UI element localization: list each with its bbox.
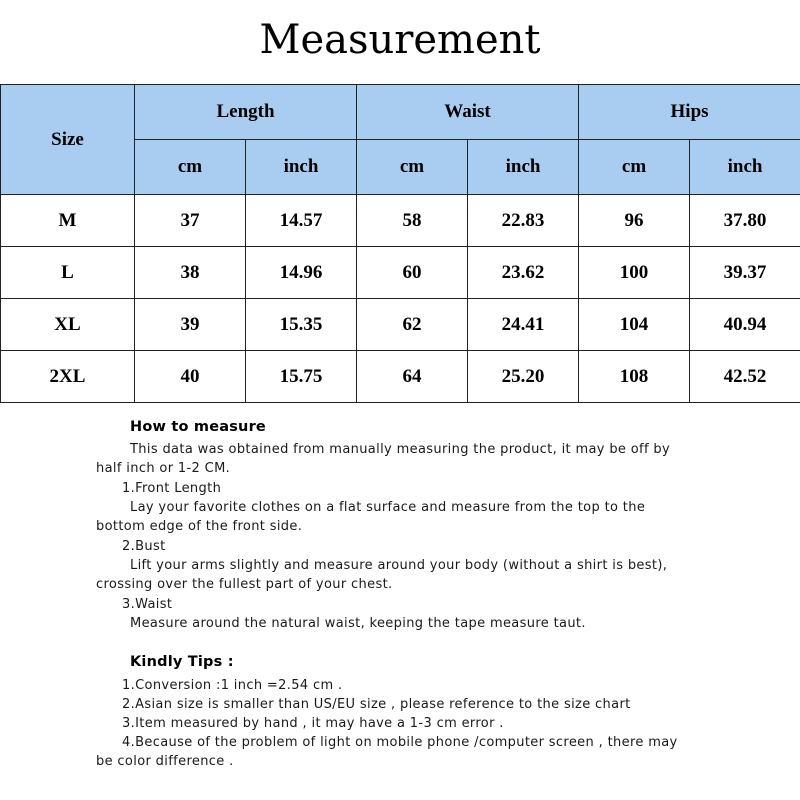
bust-text: crossing over the fullest part of your chest. xyxy=(96,577,393,592)
length-cm-header: cm xyxy=(135,140,246,195)
tip-item: be color difference . xyxy=(96,754,234,769)
waist-inch-header: inch xyxy=(468,140,579,195)
hips-inch-cell: 39.37 xyxy=(690,247,800,299)
size-header: Size xyxy=(1,85,135,195)
length-cm-cell: 39 xyxy=(135,299,246,351)
length-inch-cell: 15.75 xyxy=(246,351,357,403)
waist-inch-cell: 24.41 xyxy=(468,299,579,351)
front-length-title: 1.Front Length xyxy=(122,481,222,496)
waist-inch-cell: 22.83 xyxy=(468,195,579,247)
length-cm-cell: 37 xyxy=(135,195,246,247)
hips-cm-cell: 108 xyxy=(579,351,690,403)
tip-item: 1.Conversion :1 inch =2.54 cm . xyxy=(122,678,343,693)
waist-cm-cell: 58 xyxy=(357,195,468,247)
how-to-measure-heading: How to measure xyxy=(130,419,266,435)
waist-text: Measure around the natural waist, keeping the tape measure taut. xyxy=(130,616,586,631)
page-title: Measurement xyxy=(259,17,541,63)
table-row xyxy=(1,195,800,247)
header-row-groups xyxy=(1,85,800,140)
hips-cm-cell: 100 xyxy=(579,247,690,299)
length-cm-cell: 40 xyxy=(135,351,246,403)
size-chart-table xyxy=(0,84,800,403)
tip-item: 3.Item measured by hand , it may have a 1-3 cm error . xyxy=(122,716,504,731)
front-length-text: bottom edge of the front side. xyxy=(96,519,303,534)
hips-cm-cell: 96 xyxy=(579,195,690,247)
intro-line: This data was obtained from manually measuring the product, it may be off by xyxy=(130,442,671,457)
size-cell: 2XL xyxy=(1,351,135,403)
waist-header: Waist xyxy=(357,85,579,140)
length-header: Length xyxy=(135,85,357,140)
table-row xyxy=(1,351,800,403)
tip-item: 4.Because of the problem of light on mobile phone /computer screen , there may xyxy=(122,735,678,750)
length-inch-header: inch xyxy=(246,140,357,195)
length-inch-cell: 15.35 xyxy=(246,299,357,351)
tip-item: 2.Asian size is smaller than US/EU size , please reference to the size chart xyxy=(122,697,631,712)
hips-header: Hips xyxy=(579,85,800,140)
waist-cm-header: cm xyxy=(357,140,468,195)
table-row xyxy=(1,299,800,351)
length-cm-cell: 38 xyxy=(135,247,246,299)
bust-text: Lift your arms slightly and measure around your body (without a shirt is best), xyxy=(130,558,668,573)
intro-line: half inch or 1-2 CM. xyxy=(96,461,231,476)
waist-cm-cell: 60 xyxy=(357,247,468,299)
waist-cm-cell: 64 xyxy=(357,351,468,403)
hips-inch-header: inch xyxy=(690,140,800,195)
hips-inch-cell: 40.94 xyxy=(690,299,800,351)
front-length-text: Lay your favorite clothes on a flat surface and measure from the top to the xyxy=(130,500,646,515)
waist-inch-cell: 25.20 xyxy=(468,351,579,403)
hips-cm-header: cm xyxy=(579,140,690,195)
length-inch-cell: 14.57 xyxy=(246,195,357,247)
kindly-tips-heading: Kindly Tips : xyxy=(130,654,234,670)
hips-inch-cell: 37.80 xyxy=(690,195,800,247)
hips-cm-cell: 104 xyxy=(579,299,690,351)
length-inch-cell: 14.96 xyxy=(246,247,357,299)
hips-inch-cell: 42.52 xyxy=(690,351,800,403)
waist-inch-cell: 23.62 xyxy=(468,247,579,299)
waist-title: 3.Waist xyxy=(122,597,173,612)
size-cell: M xyxy=(1,195,135,247)
size-cell: XL xyxy=(1,299,135,351)
table-row xyxy=(1,247,800,299)
bust-title: 2.Bust xyxy=(122,539,166,554)
waist-cm-cell: 62 xyxy=(357,299,468,351)
size-cell: L xyxy=(1,247,135,299)
